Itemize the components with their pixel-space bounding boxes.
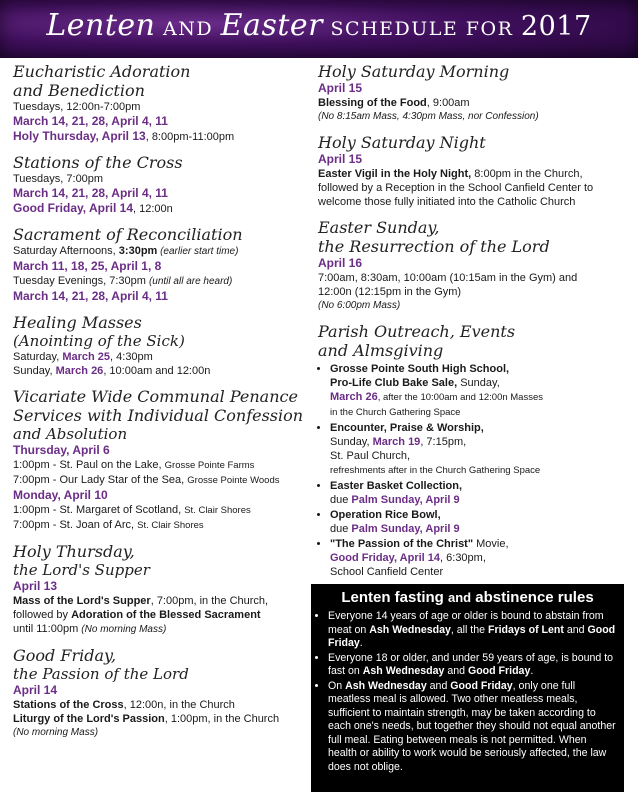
section-heading: Healing Masses [13,313,142,332]
list-item: • Everyone 18 or older, and under 59 years of age, is bound to fast on Ash Wednesday and Good Friday. [328,652,617,679]
section-holy-saturday-morning: Holy Saturday Morning April 15 Blessing of the Food, 9:00am (No 8:15am Mass, 4:30pm Mass, nor Confession) [318,62,624,124]
section-reconciliation: Sacrament of Reconciliation Saturday Afternoons, 3:30pm (earlier start time) March 11, 18, 25, April 1, 8 Tuesday Evenings, 7:30pm (until all are heard) March 14, 21, 28, April 4, 11 [13,225,313,304]
section-subheading: Services with Individual Confession [13,406,304,425]
section-subheading: the Lord's Supper [13,561,150,579]
list-item: • Easter Basket Collection, due Palm Sunday, April 9 [330,479,624,507]
section-easter-sunday: Easter Sunday, the Resurrection of the Lord April 16 7:00am, 8:30am, 10:00am (10:15am in the Gym) and 12:00n (12:15pm in the Gym) (No 6:00pm Mass) [318,218,624,313]
list-item: • Encounter, Praise & Worship, Sunday, March 19, 7:15pm, St. Paul Church, refreshments after in the Church Gathering Space [330,421,624,478]
page-title: Lenten AND Easter SCHEDULE FOR 2017 [46,8,592,43]
section-heading: Eucharistic Adoration [13,62,191,81]
section-heading: Holy Saturday Morning [318,62,510,81]
list-item: • Operation Rice Bowl, due Palm Sunday, April 9 [330,508,624,536]
section-heading: Vicariate Wide Communal Penance [13,387,298,406]
fasting-title: Lenten fasting and abstinence rules [341,589,594,606]
section-stations: Stations of the Cross Tuesdays, 7:00pm March 14, 21, 28, April 4, 11 Good Friday, April 14, 12:00n [13,153,313,216]
outreach-list [318,362,624,579]
section-healing-masses: Healing Masses (Anointing of the Sick) Saturday, March 25, 4:30pm Sunday, March 26, 10:00am and 12:00n [13,313,313,378]
fasting-rules-box [311,584,624,792]
list-item: • Grosse Pointe South High School, Pro-Life Club Bake Sale, Sunday, March 26, after the 10:00am and 12:00n Masses in the Church Gathering Space [330,362,624,420]
section-eucharistic-adoration: Eucharistic Adoration and Benediction Tuesdays, 12:00n-7:00pm March 14, 21, 28, April 4, 11 Holy Thursday, April 13, 8:00pm-11:00pm [13,62,313,144]
section-heading: Parish Outreach, Events [318,322,516,341]
section-subheading: and Absolution [13,425,128,443]
section-heading: Easter Sunday, [318,218,440,237]
section-heading: Good Friday, [13,646,117,665]
section-good-friday: Good Friday, the Passion of the Lord April 14 Stations of the Cross, 12:00n, in the Church Liturgy of the Lord's Passion, 1:00pm, in the Church (No morning Mass) [13,646,313,740]
section-subheading: the Resurrection of the Lord [318,237,550,256]
list-item: • "The Passion of the Christ" Movie, Good Friday, April 14, 6:30pm, School Canfield Center [330,537,624,579]
fasting-rules-list [318,610,617,774]
section-heading: Holy Saturday Night [318,133,486,152]
section-subheading: and Benediction [13,81,145,100]
right-column [318,62,624,588]
section-heading: Stations of the Cross [13,153,183,172]
section-heading: Holy Thursday, [13,542,135,561]
section-holy-thursday: Holy Thursday, the Lord's Supper April 13 Mass of the Lord's Supper, 7:00pm, in the Church, followed by Adoration of the Blessed Sacrament until 11:00pm (No morning Mass) [13,542,313,637]
section-parish-outreach [318,322,624,579]
section-subheading: (Anointing of the Sick) [13,332,185,350]
section-communal-penance: Vicariate Wide Communal Penance Services with Individual Confession and Absolution Thursday, April 6 1:00pm - St. Paul on the Lake, Grosse Pointe Farms 7:00pm - Our Lady Star of the Sea, Grosse Pointe Woods Monday, April 10 1:00pm - St. Margaret of Scotland, St. Clair Shores 7:00pm - St. Joan of Arc, St. Clair Shores [13,387,313,533]
list-item: • On Ash Wednesday and Good Friday, only one full meatless meal is allowed. Two other meatless meals, sufficient to maintain strength, may be taken according to each one's needs, but together they should not equal another full meal. Eating between meals is not permitted. When health or ability to work would be seriously affected, the law does not oblige. [328,680,617,775]
section-subheading: the Passion of the Lord [13,665,189,683]
title-banner [0,0,638,58]
list-item: • Everyone 14 years of age or older is bound to abstain from meat on Ash Wednesday, all the Fridays of Lent and Good Friday. [328,610,617,651]
section-holy-saturday-night: Holy Saturday Night April 15 Easter Vigil in the Holy Night, 8:00pm in the Church, followed by a Reception in the School Canfield Center to welcome those fully initiated into the Catholic Church [318,133,624,209]
left-column [13,62,313,749]
section-heading: Sacrament of Reconciliation [13,225,243,244]
section-subheading: and Almsgiving [318,341,444,360]
